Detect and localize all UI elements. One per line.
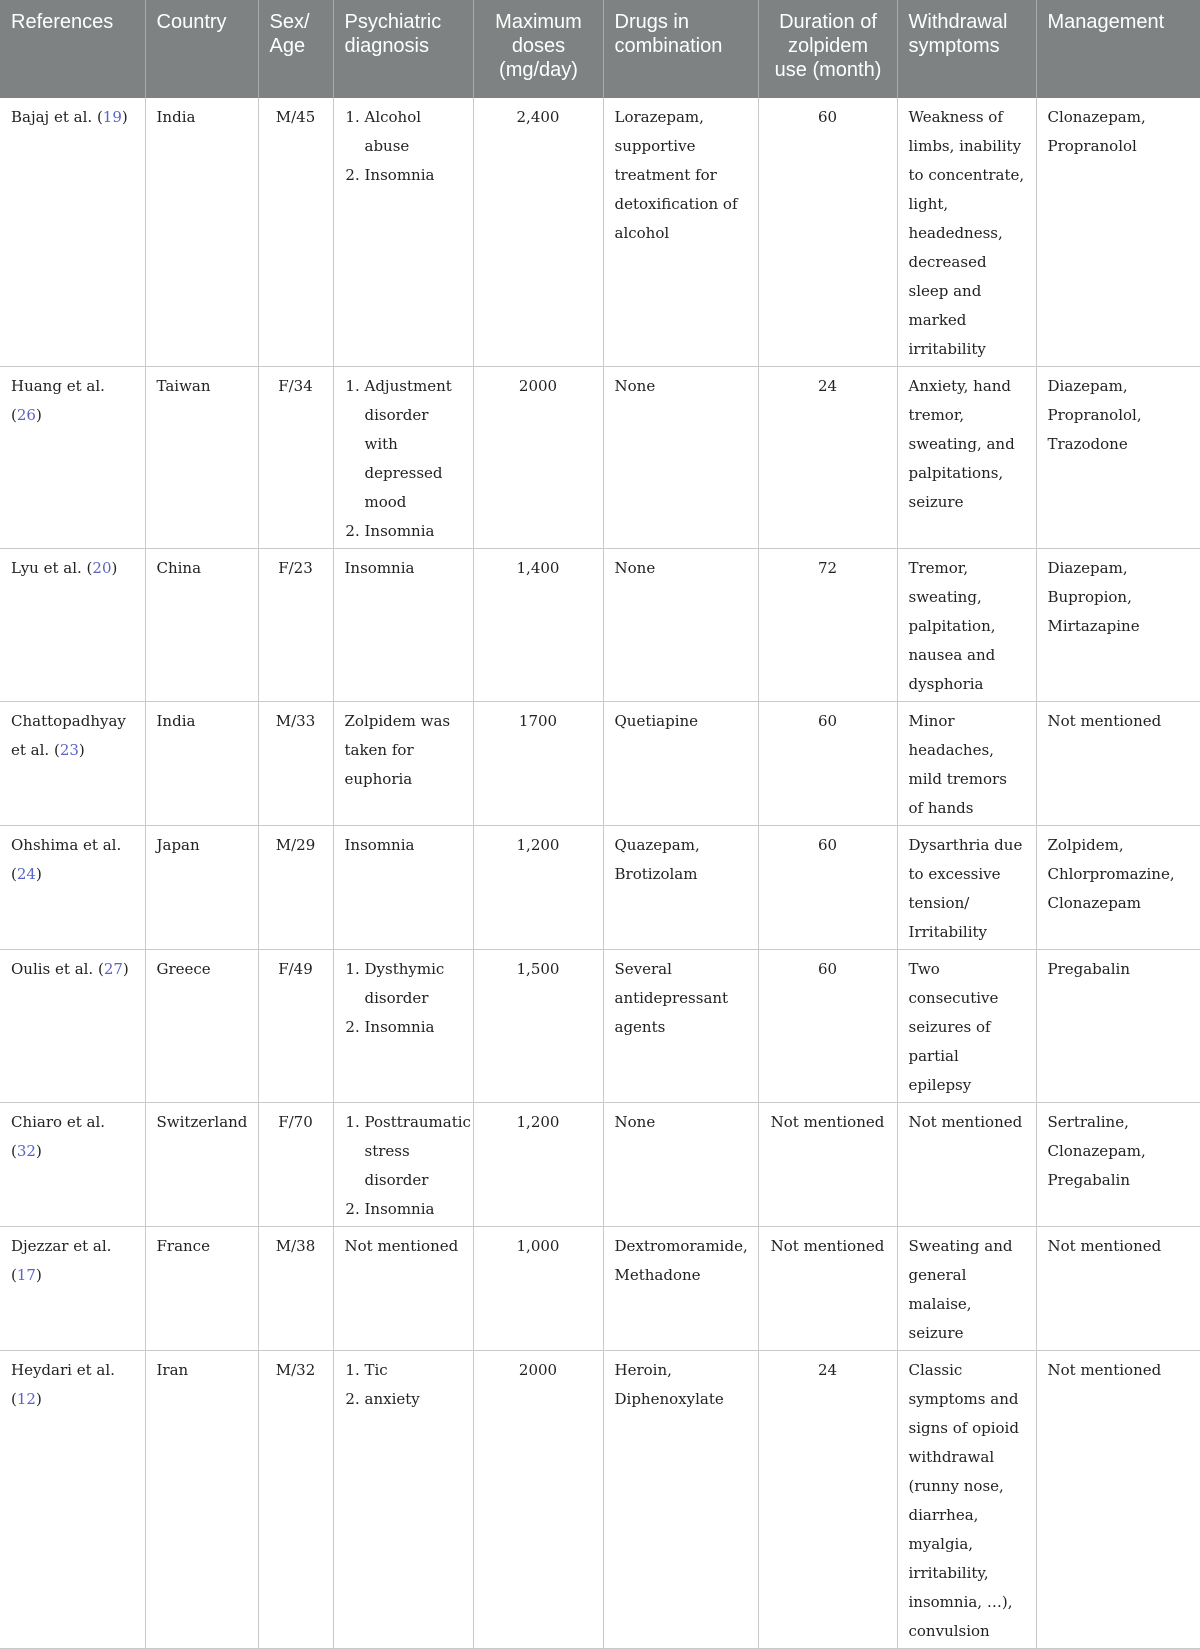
reference-author: Chattopadhyay et al.: [11, 712, 126, 759]
sex-age-cell: F/70: [258, 1103, 333, 1227]
reference-cell: [0, 367, 145, 549]
diagnosis-list: [345, 103, 463, 190]
reference-citation-link[interactable]: 12: [16, 1390, 36, 1408]
management-cell: Zolpidem, Chlorpromazine, Clonazepam: [1036, 826, 1200, 950]
reference-cell: [0, 826, 145, 950]
drugs-cell: Quazepam, Brotizolam: [603, 826, 758, 950]
withdrawal-symptoms-cell: Dysarthria due to excessive tension/ Irritability: [897, 826, 1036, 950]
reference-cell: [0, 950, 145, 1103]
diagnosis-item: 1. Tic: [365, 1356, 463, 1385]
table-row: [0, 950, 1200, 1103]
sex-age-cell: M/33: [258, 702, 333, 826]
table-row: [0, 1227, 1200, 1351]
reference-paren-close: ): [111, 559, 118, 577]
diagnosis-cell: Insomnia: [333, 549, 473, 702]
table-row: [0, 549, 1200, 702]
header-management: Management: [1036, 0, 1200, 98]
drugs-cell: None: [603, 1103, 758, 1227]
reference-paren-close: ): [35, 1142, 42, 1160]
drugs-cell: Several antidepressant agents: [603, 950, 758, 1103]
max-dose-cell: 1,200: [473, 1103, 603, 1227]
diagnosis-cell: [333, 98, 473, 367]
reference-author: Heydari et al.: [11, 1361, 115, 1379]
diagnosis-item: 2. Insomnia: [365, 517, 463, 546]
diagnosis-item: 2. Insomnia: [365, 1013, 463, 1042]
duration-cell: 72: [758, 549, 897, 702]
table-row: [0, 702, 1200, 826]
country-cell: Switzerland: [145, 1103, 258, 1227]
sex-age-cell: F/34: [258, 367, 333, 549]
diagnosis-item: 1. Alcohol abuse: [365, 103, 463, 161]
header-drugs-in-combination: Drugs in combination: [603, 0, 758, 98]
diagnosis-list: [345, 1356, 463, 1414]
diagnosis-list: [345, 1108, 471, 1224]
withdrawal-symptoms-cell: Two consecutive seizures of partial epilepsy: [897, 950, 1036, 1103]
management-cell: Not mentioned: [1036, 1351, 1200, 1649]
withdrawal-symptoms-cell: Minor headaches, mild tremors of hands: [897, 702, 1036, 826]
reference-cell: [0, 549, 145, 702]
max-dose-cell: 1,400: [473, 549, 603, 702]
reference-author: Lyu et al.: [11, 559, 82, 577]
max-dose-cell: 2,400: [473, 98, 603, 367]
reference-cell: [0, 1227, 145, 1351]
reference-paren-open: (: [81, 559, 93, 577]
diagnosis-item: 2. Insomnia: [365, 161, 463, 190]
max-dose-cell: 1,000: [473, 1227, 603, 1351]
table-row: [0, 98, 1200, 367]
header-maximum-doses: Maximum doses (mg/day): [473, 0, 603, 98]
management-cell: Pregabalin: [1036, 950, 1200, 1103]
drugs-cell: Quetiapine: [603, 702, 758, 826]
sex-age-cell: F/49: [258, 950, 333, 1103]
management-cell: Diazepam, Bupropion, Mirtazapine: [1036, 549, 1200, 702]
reference-citation-link[interactable]: 23: [59, 741, 79, 759]
diagnosis-cell: [333, 950, 473, 1103]
country-cell: China: [145, 549, 258, 702]
management-cell: Not mentioned: [1036, 1227, 1200, 1351]
diagnosis-cell: [333, 367, 473, 549]
diagnosis-item: 2. anxiety: [365, 1385, 463, 1414]
diagnosis-cell: [333, 1351, 473, 1649]
header-sex-age: Sex/ Age: [258, 0, 333, 98]
duration-cell: 24: [758, 367, 897, 549]
diagnosis-item: 1. Adjustment disorder with depressed mood: [365, 372, 463, 517]
management-cell: Clonazepam, Propranolol: [1036, 98, 1200, 367]
reference-paren-close: ): [121, 108, 128, 126]
country-cell: Japan: [145, 826, 258, 950]
reference-paren-open: (: [11, 1142, 17, 1160]
header-withdrawal-symptoms: Withdrawal symptoms: [897, 0, 1036, 98]
reference-citation-link[interactable]: 26: [16, 406, 36, 424]
diagnosis-list: [345, 955, 463, 1042]
reference-author: Bajaj et al.: [11, 108, 93, 126]
reference-citation-link[interactable]: 32: [16, 1142, 36, 1160]
table-row: [0, 367, 1200, 549]
reference-paren-open: (: [11, 865, 17, 883]
country-cell: France: [145, 1227, 258, 1351]
diagnosis-cell: Insomnia: [333, 826, 473, 950]
reference-paren-open: (: [92, 108, 103, 126]
withdrawal-symptoms-cell: Not mentioned: [897, 1103, 1036, 1227]
table-row: [0, 1103, 1200, 1227]
withdrawal-symptoms-cell: Anxiety, hand tremor, sweating, and palpitations, seizure: [897, 367, 1036, 549]
max-dose-cell: 1,200: [473, 826, 603, 950]
withdrawal-symptoms-cell: Tremor, sweating, palpitation, nausea and dysphoria: [897, 549, 1036, 702]
duration-cell: 60: [758, 702, 897, 826]
reference-citation-link[interactable]: 24: [16, 865, 36, 883]
max-dose-cell: 2000: [473, 367, 603, 549]
diagnosis-cell: [333, 1103, 473, 1227]
drugs-cell: None: [603, 367, 758, 549]
reference-citation-link[interactable]: 27: [103, 960, 123, 978]
management-cell: Diazepam, Propranolol, Trazodone: [1036, 367, 1200, 549]
management-cell: Sertraline, Clonazepam, Pregabalin: [1036, 1103, 1200, 1227]
reference-paren-close: ): [35, 865, 42, 883]
sex-age-cell: M/38: [258, 1227, 333, 1351]
withdrawal-symptoms-cell: Classic symptoms and signs of opioid withdrawal (runny nose, diarrhea, myalgia, irritability, insomnia, …), convulsion: [897, 1351, 1036, 1649]
max-dose-cell: 1700: [473, 702, 603, 826]
header-country: Country: [145, 0, 258, 98]
diagnosis-item: 1. Dysthymic disorder: [365, 955, 463, 1013]
reference-paren-close: ): [35, 1266, 42, 1284]
header-duration: Duration of zolpidem use (month): [758, 0, 897, 98]
reference-paren-open: (: [11, 1390, 17, 1408]
diagnosis-list: [345, 372, 463, 546]
max-dose-cell: 1,500: [473, 950, 603, 1103]
country-cell: Iran: [145, 1351, 258, 1649]
table-header: [0, 0, 1200, 98]
withdrawal-symptoms-cell: Sweating and general malaise, seizure: [897, 1227, 1036, 1351]
reference-paren-open: (: [11, 406, 17, 424]
header-row: [0, 0, 1200, 98]
header-references: References: [0, 0, 145, 98]
duration-cell: 60: [758, 826, 897, 950]
reference-author: Djezzar et al.: [11, 1237, 112, 1255]
country-cell: Taiwan: [145, 367, 258, 549]
reference-cell: [0, 702, 145, 826]
management-cell: Not mentioned: [1036, 702, 1200, 826]
reference-cell: [0, 1103, 145, 1227]
diagnosis-item: 2. Insomnia: [365, 1195, 463, 1224]
reference-paren-open: (: [49, 741, 60, 759]
reference-paren-open: (: [11, 1266, 17, 1284]
table-body: [0, 98, 1200, 1649]
reference-author: Ohshima et al.: [11, 836, 122, 854]
reference-citation-link[interactable]: 19: [102, 108, 122, 126]
table-row: [0, 1351, 1200, 1649]
drugs-cell: None: [603, 549, 758, 702]
reference-author: Chiaro et al.: [11, 1113, 106, 1131]
reference-paren-close: ): [35, 1390, 42, 1408]
reference-paren-close: ): [122, 960, 129, 978]
duration-cell: Not mentioned: [758, 1103, 897, 1227]
drugs-cell: Lorazepam, supportive treatment for detoxification of alcohol: [603, 98, 758, 367]
duration-cell: 60: [758, 950, 897, 1103]
table-row: [0, 826, 1200, 950]
reference-cell: [0, 1351, 145, 1649]
reference-citation-link[interactable]: 20: [92, 559, 112, 577]
duration-cell: Not mentioned: [758, 1227, 897, 1351]
country-cell: India: [145, 702, 258, 826]
sex-age-cell: M/45: [258, 98, 333, 367]
reference-citation-link[interactable]: 17: [16, 1266, 36, 1284]
diagnosis-cell: Zolpidem was taken for euphoria: [333, 702, 473, 826]
country-cell: India: [145, 98, 258, 367]
duration-cell: 24: [758, 1351, 897, 1649]
reference-paren-close: ): [35, 406, 42, 424]
reference-paren-open: (: [93, 960, 104, 978]
sex-age-cell: F/23: [258, 549, 333, 702]
max-dose-cell: 2000: [473, 1351, 603, 1649]
header-psychiatric-diagnosis: Psychiatric diagnosis: [333, 0, 473, 98]
duration-cell: 60: [758, 98, 897, 367]
country-cell: Greece: [145, 950, 258, 1103]
diagnosis-cell: Not mentioned: [333, 1227, 473, 1351]
sex-age-cell: M/29: [258, 826, 333, 950]
drugs-cell: Dextromoramide, Methadone: [603, 1227, 758, 1351]
reference-cell: [0, 98, 145, 367]
reference-author: Huang et al.: [11, 377, 105, 395]
reference-paren-close: ): [78, 741, 85, 759]
reference-author: Oulis et al.: [11, 960, 94, 978]
diagnosis-item: 1. Posttraumatic stress disorder: [365, 1108, 463, 1195]
withdrawal-symptoms-cell: Weakness of limbs, inability to concentrate, light, headedness, decreased sleep and marked irritability: [897, 98, 1036, 367]
sex-age-cell: M/32: [258, 1351, 333, 1649]
drugs-cell: Heroin, Diphenoxylate: [603, 1351, 758, 1649]
